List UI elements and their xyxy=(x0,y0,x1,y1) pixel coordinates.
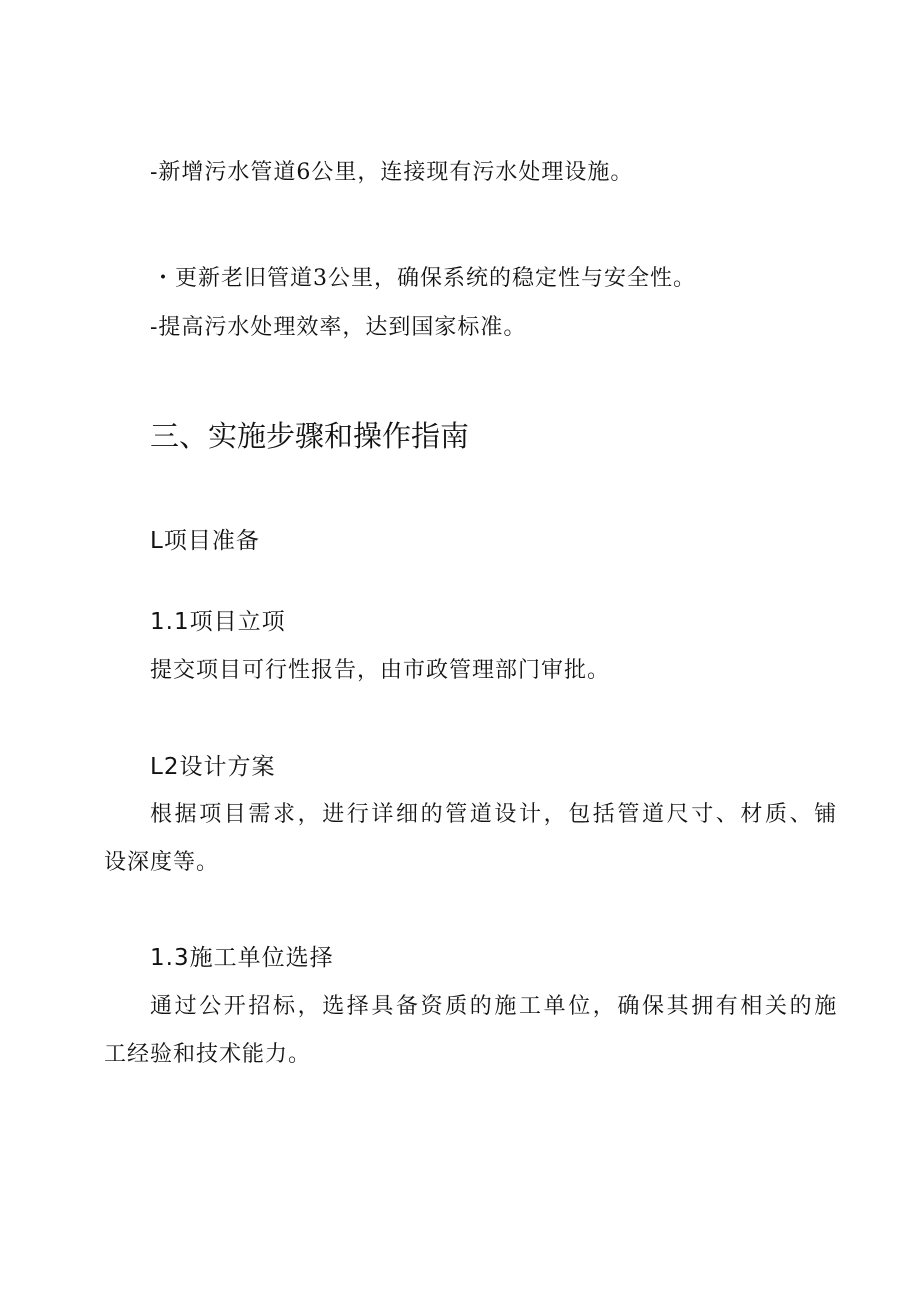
section-heading: 三、实施步骤和操作指南 xyxy=(150,419,470,453)
paragraph-1-3-line2: 工经验和技术能力。 xyxy=(104,1042,312,1067)
bullet-efficiency: -提高污水处理效率，达到国家标准。 xyxy=(150,315,527,340)
bullet-new-pipeline: -新增污水管道6公里，连接现有污水处理设施。 xyxy=(150,160,634,185)
subsection-heading-1-1: 1.1项目立项 xyxy=(150,609,286,635)
subsection-heading-1-2: L2设计方案 xyxy=(150,754,276,780)
paragraph-1-2-line1: 根据项目需求，进行详细的管道设计，包括管道尺寸、材质、铺 xyxy=(150,802,839,827)
subsection-heading-prep: L项目准备 xyxy=(150,528,260,554)
paragraph-1-3-line1: 通过公开招标，选择具备资质的施工单位，确保其拥有相关的施 xyxy=(150,994,839,1019)
subsection-heading-1-3: 1.3施工单位选择 xyxy=(150,945,334,971)
paragraph-1-1: 提交项目可行性报告，由市政管理部门审批。 xyxy=(150,658,611,683)
bullet-update-pipeline: ・更新老旧管道3公里，确保系统的稳定性与安全性。 xyxy=(152,266,696,291)
paragraph-1-2-line2: 设深度等。 xyxy=(104,850,220,875)
